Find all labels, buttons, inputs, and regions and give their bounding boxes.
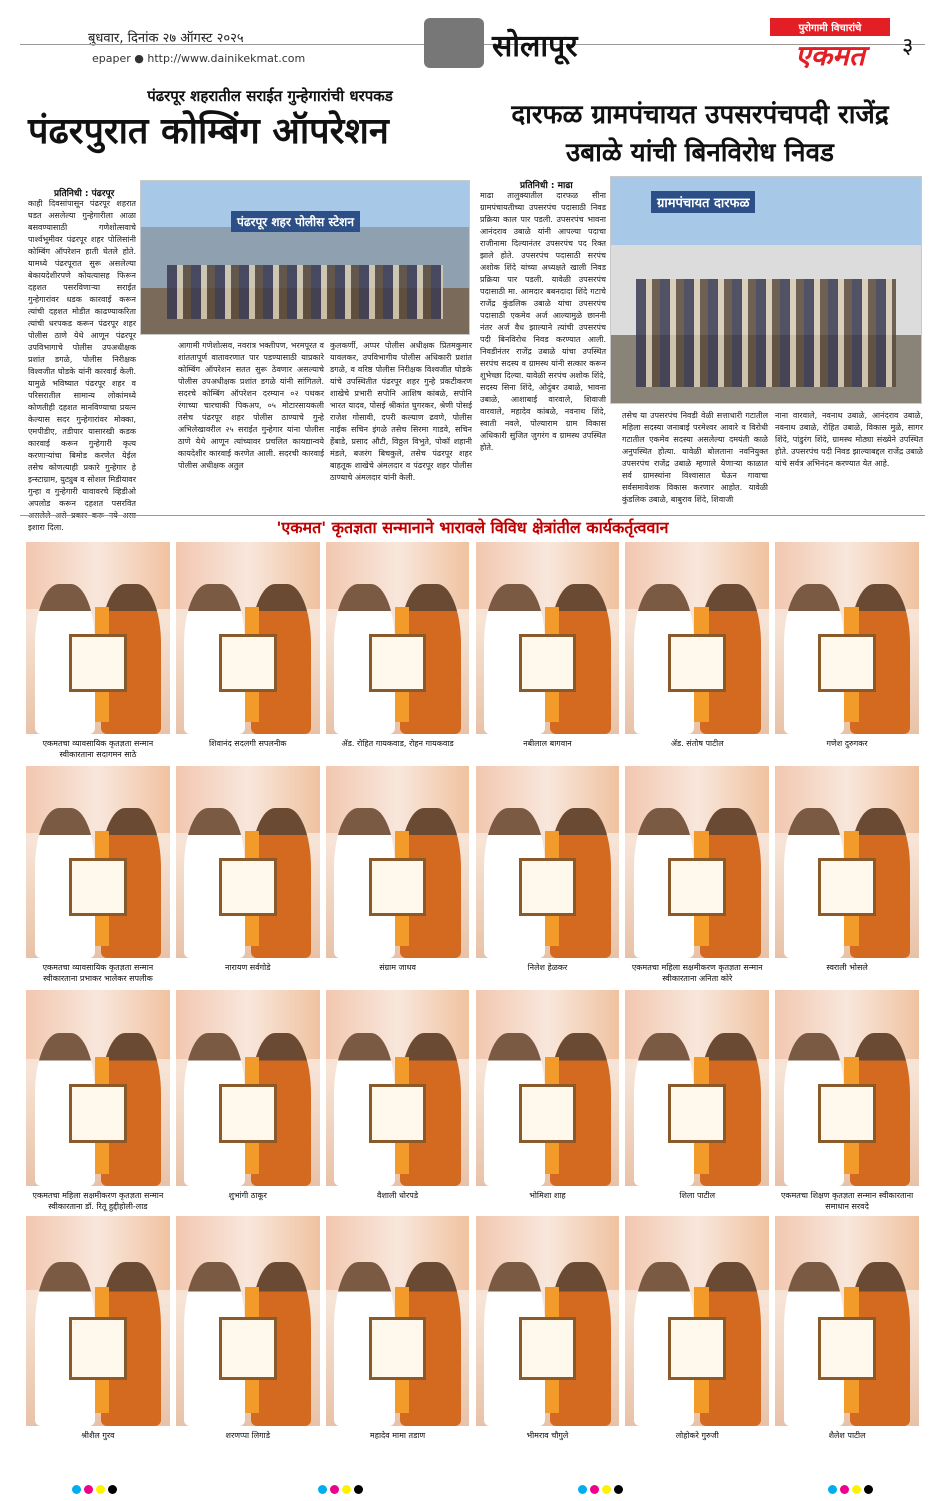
police-station-photo	[140, 180, 470, 335]
registration-marks-center-left	[318, 1485, 363, 1495]
gallery-tile	[326, 542, 470, 762]
brand-tagline: पुरोगामी विचारांचे	[770, 18, 890, 36]
yellow-mark	[342, 1485, 351, 1494]
magenta-mark	[330, 1485, 339, 1494]
gallery-tile	[26, 542, 170, 762]
certificate-frame	[69, 634, 127, 692]
city-emblem-icon	[424, 18, 484, 68]
felicitation-photo	[326, 542, 470, 734]
felicitation-photo	[775, 542, 919, 734]
certificate-frame	[69, 858, 127, 916]
gallery-tile	[176, 766, 320, 986]
gallery-tile	[775, 766, 919, 986]
photo-caption: एकमतचा व्यावसायिक कृतज्ञता सन्मान स्वीकारताना सदागमन साठे	[42, 739, 154, 759]
felicitation-photo	[26, 990, 170, 1186]
photo-caption: श्रीशैल गुरव	[81, 1431, 115, 1440]
magenta-mark	[84, 1485, 93, 1494]
gallery-tile	[625, 1216, 769, 1454]
left-subhead: पंढरपूर शहरातील सराईत गुन्हेगारांची धरपकड	[147, 87, 393, 105]
photo-caption: स्वराली भोसले	[826, 963, 868, 972]
gallery-tile	[26, 1216, 170, 1454]
gallery-tile	[176, 1216, 320, 1454]
gallery-tile	[476, 990, 620, 1214]
certificate-frame	[818, 1084, 876, 1143]
certificate-frame	[668, 634, 726, 692]
photo-caption: नारायण सर्वगोडे	[224, 963, 271, 972]
gallery-title: 'एकमत' कृतज्ञता सन्मानाने भारावले विविध क्षेत्रांतील कार्यकर्तृत्ववान	[276, 518, 669, 537]
certificate-frame	[668, 1317, 726, 1380]
cyan-mark	[578, 1485, 587, 1494]
felicitation-photo	[326, 1216, 470, 1426]
felicitation-photo	[476, 990, 620, 1186]
right-byline: प्रतिनिधी : माढा	[520, 181, 573, 191]
certificate-frame	[818, 858, 876, 916]
felicitation-photo	[625, 766, 769, 958]
gallery-tile	[26, 766, 170, 986]
photo-caption: भोमिशा शाह	[529, 1191, 566, 1200]
issue-date: बुधवार, दिनांक २७ ऑगस्ट २०२५	[88, 31, 244, 46]
epaper-link[interactable]: epaper ● http://www.dainikekmat.com	[92, 52, 306, 65]
photo-caption: महादेव मामा तडाण	[369, 1431, 426, 1440]
certificate-frame	[519, 858, 577, 916]
photo-caption: भीमराव चौगुले	[526, 1431, 569, 1440]
registration-marks-right	[828, 1485, 873, 1495]
black-mark	[614, 1485, 623, 1494]
felicitation-photo	[625, 990, 769, 1186]
certificate-frame	[219, 858, 277, 916]
felicitation-photo	[26, 1216, 170, 1426]
photo-caption: ॲड. रोहित गायकवाड, रोहन गायकवाड	[341, 739, 454, 748]
gallery-tile	[476, 1216, 620, 1454]
certificate-frame	[369, 1084, 427, 1143]
certificate-frame	[668, 858, 726, 916]
felicitation-photo	[176, 542, 320, 734]
gallery-tile	[326, 990, 470, 1214]
yellow-mark	[852, 1485, 861, 1494]
left-column-2: आगामी गणेशोत्सव, नवरात्र भक्तीपण, भरमपूरत व शांततापूर्ण वातावरणात पार पडण्यासाठी याप्रकारे कोम्बिंग ऑपरेशन सतत सुरू ठेवणार असल्याचे पोलीस उपअधीक्षक प्रशांत डगळे यांनी सांगितले. सदरचे कोम्बिंग ऑपरेशन दरम्यान ०२ पथकर रंगाच्या चारचाकी पिकअप, ०५ मोटारसायकली तसेच पंढरपूर शहर पोलीस ठाण्याचे गुन्हे अभिलेखावरील २५ सराईत गुन्हेगार यांना पोलीस ठाणे येथे आणून त्यांच्यावर प्रचलित कायद्यान्वये कायदेशीर कारवाई करणेत आली. सदरची कारवाई पोलीस अधीक्षक अतुल	[178, 341, 324, 470]
gallery-tile	[26, 990, 170, 1214]
photo-caption: संग्राम जाधव	[379, 963, 416, 972]
certificate-frame	[69, 1084, 127, 1143]
photo-caption: एकमतचा शिक्षण कृतज्ञता सन्मान स्वीकारताना समाधान सरवदे	[780, 1191, 914, 1211]
certificate-frame	[369, 634, 427, 692]
gallery-tile	[775, 1216, 919, 1454]
registration-marks-center-right	[578, 1485, 623, 1495]
felicitation-photo	[176, 990, 320, 1186]
city-banner	[424, 18, 654, 68]
felicitation-photo	[326, 766, 470, 958]
registration-marks-left	[72, 1485, 117, 1495]
photo-caption: एकमतचा महिला सक्षमीकरण कृतज्ञता सन्मान स्वीकारताना अनिता कोरे	[631, 963, 763, 983]
certificate-frame	[219, 634, 277, 692]
photo-caption: गणेश दुरुगकर	[826, 739, 868, 748]
certificate-frame	[668, 1084, 726, 1143]
photo-caption: वैशाली धोरपडे	[377, 1191, 419, 1200]
left-byline: प्रतिनिधी : पंढरपूर	[54, 189, 115, 199]
right-column-3: नाना वारवाले, नवनाथ उबाळे, आनंदराव उबाळे, नवनाथ उबाळे, रोहित उबाळे, विकास मुळे, सागर शिंदे, पांडुरंग शिंदे, ग्रामस्थ मोठ्या संख्येने उपस्थित होते. उपसरपंच पदी निवड झाल्याबद्दल राजेंद्र उबाळे यांचे सर्वत्र अभिनंदन करण्यात येत आहे.	[775, 411, 923, 468]
magenta-mark	[590, 1485, 599, 1494]
brand-logo	[770, 18, 890, 70]
photo-caption: ॲड. संतोष पाटील	[670, 739, 724, 748]
photo-caption: नबीलाल बागवान	[523, 739, 572, 748]
photo-caption: शुभांगी ठाकूर	[228, 1191, 267, 1200]
grampanchayat-photo	[610, 176, 922, 404]
felicitation-photo	[26, 766, 170, 958]
photo-caption: एकमतचा व्यावसायिक कृतज्ञता सन्मान स्वीकारताना प्रभाकर भालेकर सपलीक	[42, 963, 154, 983]
gallery-tile	[326, 766, 470, 986]
photo-caption: एकमतचा महिला सक्षमीकरण कृतज्ञता सन्मान स्वीकारताना डॉ. रितू हुद्दीहोली-लाड	[32, 1191, 164, 1211]
photo-caption: शरणप्पा लिगाडे	[225, 1431, 270, 1440]
felicitation-photo	[326, 990, 470, 1186]
black-mark	[864, 1485, 873, 1494]
certificate-frame	[369, 1317, 427, 1380]
police-signboard: पंढरपूर शहर पोलीस स्टेशन	[231, 211, 360, 232]
felicitation-photo	[625, 1216, 769, 1426]
certificate-frame	[369, 858, 427, 916]
certificate-frame	[69, 1317, 127, 1380]
gallery-tile	[476, 542, 620, 762]
gallery-tile	[775, 990, 919, 1214]
felicitation-photo	[476, 1216, 620, 1426]
felicitation-photo	[176, 1216, 320, 1426]
gallery-tile	[625, 542, 769, 762]
photo-crowd	[636, 279, 896, 387]
photo-caption: शिवानंद सदलगी सपलनीक	[208, 739, 287, 748]
gallery-tile	[775, 542, 919, 762]
cyan-mark	[72, 1485, 81, 1494]
photo-caption: लोहोकरे गुरुजी	[675, 1431, 719, 1440]
felicitation-photo	[476, 766, 620, 958]
black-mark	[108, 1485, 117, 1494]
certificate-frame	[818, 1317, 876, 1380]
magenta-mark	[840, 1485, 849, 1494]
certificate-frame	[519, 634, 577, 692]
certificate-frame	[519, 1084, 577, 1143]
black-mark	[354, 1485, 363, 1494]
certificate-frame	[219, 1317, 277, 1380]
gallery-tile	[176, 542, 320, 762]
felicitation-photo	[775, 990, 919, 1186]
right-column-1: माढा तालुक्यातील दारफळ सीना ग्रामपंचायतीच्या उपसरपंच पदासाठी निवड प्रक्रिया काल पार पडली. उपसरपंच भावना आनंदराव उबाळे यांनी आपल्या पदाचा राजीनामा दिल्यानंतर उपसरपंच पद रिक्त झाले होते. उपसरपंच पदासाठी सरपंच अशोक शिंदे यांच्या अध्यक्षते खाली निवड प्रक्रिया पार पडली. यावेळी उपसरपंच पदासाठी मा. आमदार बबनदादा शिंदे गटाचे राजेंद्र कुंडलिक उबाळे यांचा उपसरपंच पदासाठी एकमेव अर्ज आल्यामुळे छाननी नंतर अर्ज वैध झाल्याने त्यांची उपसरपंच पदी बिनविरोध निवड करण्यात आली. निवडीनंतर राजेंद्र उबाळे यांचा उपस्थित सरपंच सदस्य व ग्रामस्थ यांनी सत्कार करून शुभेच्छा दिल्या. यावेळी सरपंच अशोक शिंदे, सदस्य सिना शिंदे, ओदुंबर उबाळे, भावना उबाळे, आशाबाई वारवाले, शिवाजी वारवाले, महादेव कांबळे, नवनाथ शिंदे, स्वाती नवले, पोल्याराम ग्राम विकास अधिकारी सुजित जुगरंग व ग्रामस्थ उपस्थित होते.	[480, 191, 606, 452]
certificate-frame	[818, 634, 876, 692]
felicitation-photo	[775, 766, 919, 958]
right-headline: दारफळ ग्रामपंचायत उपसरपंचपदी राजेंद्र उबाळे यांची बिनविरोध निवड	[511, 100, 889, 168]
cyan-mark	[318, 1485, 327, 1494]
photo-crowd	[167, 265, 443, 319]
gallery-tile	[176, 990, 320, 1214]
felicitation-photo	[775, 1216, 919, 1426]
certificate-frame	[519, 1317, 577, 1380]
cyan-mark	[828, 1485, 837, 1494]
page-number: ३	[902, 34, 914, 59]
photo-caption: निलेश हेळकर	[527, 963, 568, 972]
gallery-tile	[625, 766, 769, 986]
grampanchayat-signboard: ग्रामपंचायत दारफळ	[651, 191, 755, 213]
felicitation-photo	[476, 542, 620, 734]
left-column-3: कुलकर्णी, अप्पर पोलीस अधीक्षक प्रितमकुमार यावलकर, उपविभागीय पोलीस अधिकारी प्रशांत डगळे, व वरिष्ठ पोलीस निरीक्षक विश्वजीत घोडके यांचे उपस्थितीत पंढरपूर शहर गुन्हे प्रकटीकरण शाखेचे प्रभारी सपोनि आशिष कांबळे, सपोनि भारत यादव, पोसई श्रीकांत घुगरकर, श्रेणी पोसई राजेश गोसावी, दपरी कल्याण ढवणे, पोलीस नाईक सचिन इंगळे तसेच सिरमा गाडवे, सचिन हेंबाडे, प्रसाद औटी, विठ्ठल विभुते, पोकॉ शहानी मंडले, बजरंग बिचकुले, तसेच पंढरपूर शहर बाहतूक शाखेचे अंमलदार व पंढरपूर शहर पोलीस ठाण्याचे अंमलदार यांनी केली.	[330, 341, 472, 482]
yellow-mark	[96, 1485, 105, 1494]
masthead	[0, 0, 945, 80]
left-column-1: काही दिवसांपासून पंढरपूर शहरात घडत असलेल्या गुन्हेगारीला आळा बसवण्यासाठी गणेशोत्सवाचे पार्श्वभूमीवर पंढरपूर शहर पोलिसांनी कोम्बिंग ऑपरेशन हाती घेतले होते. यामध्ये पंढरपूरात सुरू असलेल्या बेकायदेशीरपणे कोयत्यासह फिरून दहशत पसरविणाऱ्या सराईत गुन्हेगारांवर धडक कारवाई करून त्यांची दहशत मोडीत काढण्याकरिता त्यांची धरपकड करून पंढरपूर शहर पोलीस ठाणे येथे आणून पंढरपूर उपविभागाचे पोलीस उपअधीक्षक प्रशांत डगळे, पोलीस निरीक्षक विश्वजीत घोडके यांनी कारवाई केली. यामुळे भविष्यात पंढरपूर शहर व परिसरातील सामान्य लोकांमध्ये कोणतीही दहशत मानविण्याचा प्रयत्न केल्यास सदर गुन्हेगारांवर मोक्का, एमपीडीए, तडीपार यासारखी कडक कारवाई करून गुन्हेगारी कृत्य करणाऱ्यांचा बिमोड करणेत येईल तसेच कोणत्याही प्रकारे गुन्हेगार हे इन्स्टाग्राम, युट्युब व सोशल मिडीयावर गुन्हा व गुन्हेगारी यावावरचे व्हिडीओ अपलोड करून दहशत पसरवित असलेले असे प्रकार करू नये असा इशारा दिला.	[28, 199, 136, 532]
felicitation-photo	[26, 542, 170, 734]
yellow-mark	[602, 1485, 611, 1494]
gallery-tile	[625, 990, 769, 1214]
gallery-tile	[476, 766, 620, 986]
city-name: सोलापूर	[492, 29, 578, 64]
right-column-2: तसेच या उपसरपंच निवडी वेळी सत्ताधारी गटातील महिला सदस्या जनाबाई परमेश्वर आवारे व विरोधी गटातील एकमेव सदस्या असलेल्या दमयंती काळे अनुपस्थित होत्या. यावेळी बोलताना नवनियुक्त उपसरपंच राजेंद्र उबाळे म्हणाले येणाऱ्या काळात सर्व ग्रामस्थांना विश्वासात घेऊन गावाचा सर्वसमावेशक विकास करणार आहोत. यावेळी कुंडलिक उबाळे, बाबुराव शिंदे, शिवाजी	[622, 411, 768, 504]
photo-caption: शिला पाटील	[679, 1191, 716, 1200]
left-headline: पंढरपुरात कोम्बिंग ऑपरेशन	[28, 111, 389, 152]
felicitation-photo	[625, 542, 769, 734]
certificate-frame	[219, 1084, 277, 1143]
felicitation-photo	[176, 766, 320, 958]
photo-caption: शैलेश पाटील	[828, 1431, 866, 1440]
brand-name: एकमत	[795, 39, 865, 72]
gallery-tile	[326, 1216, 470, 1454]
